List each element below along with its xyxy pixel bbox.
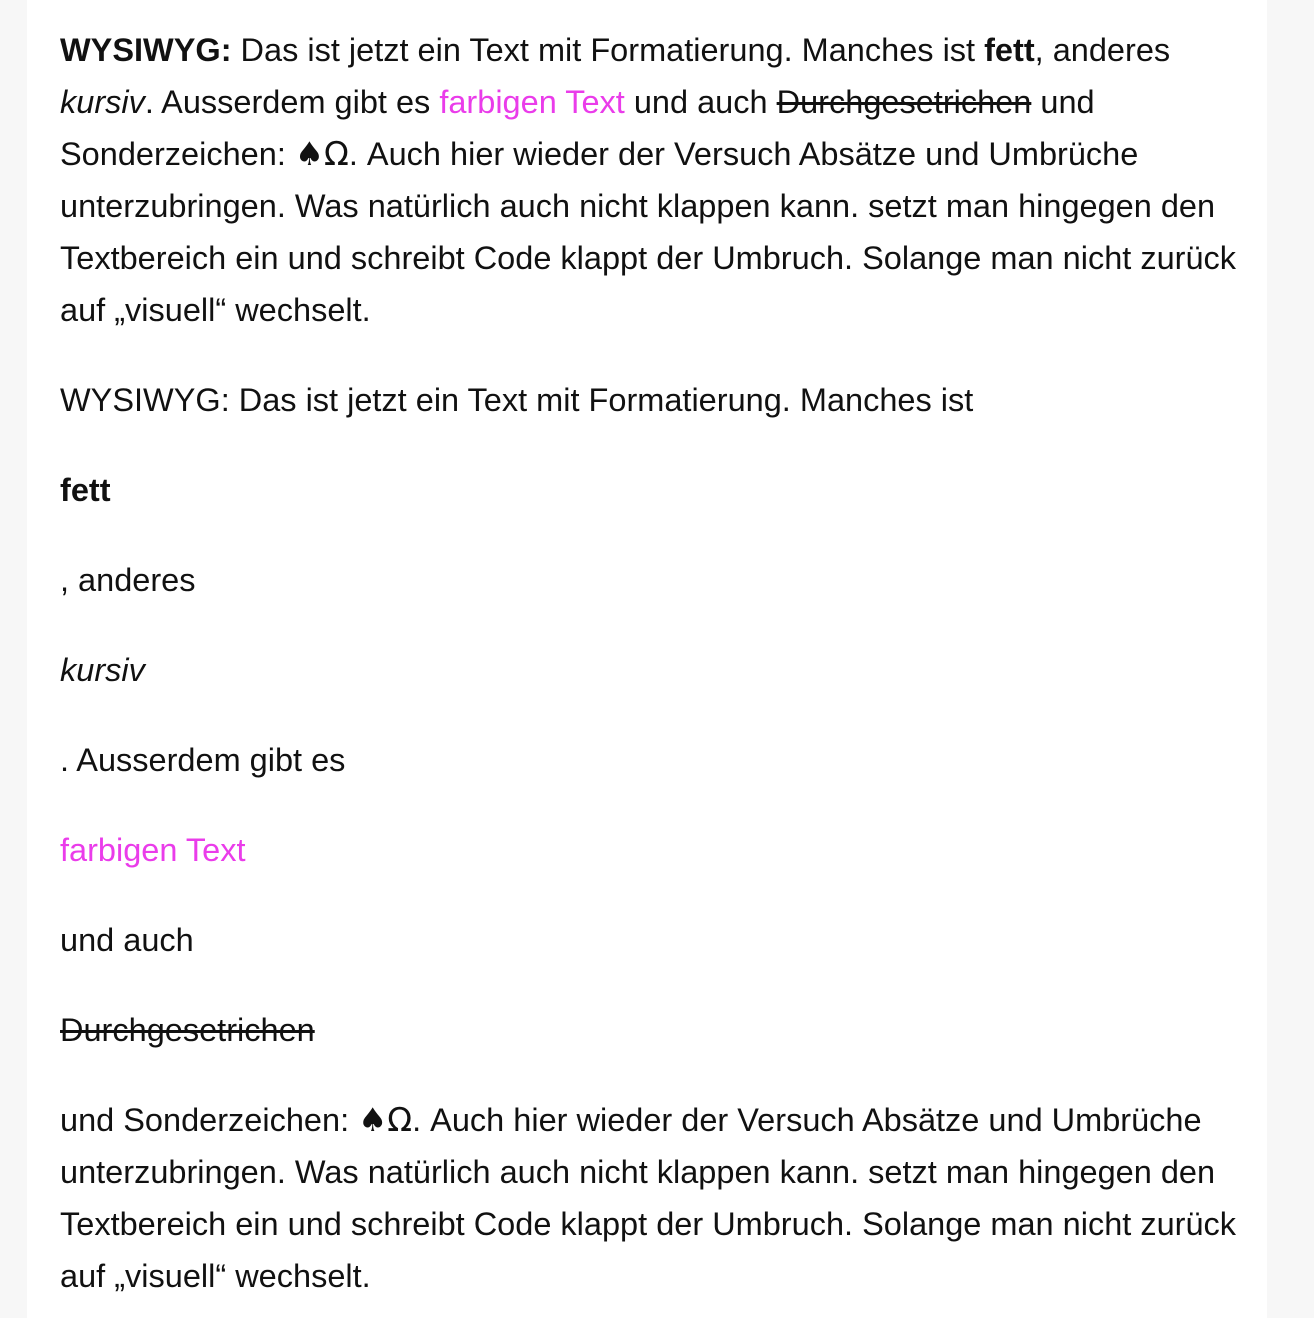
special-characters: ♠Ω bbox=[358, 1101, 413, 1139]
paragraph-closing bbox=[60, 1094, 1245, 1302]
paragraph-strikethrough: Durchgesetrichen bbox=[60, 1012, 315, 1048]
paragraph-plain: . Ausserdem gibt es bbox=[60, 742, 346, 778]
italic-text: kursiv bbox=[60, 84, 145, 120]
colored-text: farbigen Text bbox=[439, 84, 625, 120]
paragraph-intro: WYSIWYG: Das ist jetzt ein Text mit Formatierung. Manches ist bbox=[60, 382, 974, 418]
text-run: , anderes bbox=[1034, 32, 1171, 68]
paragraph-colored: farbigen Text bbox=[60, 832, 246, 868]
text-run: und Sonderzeichen: bbox=[60, 84, 1095, 172]
text-run: und Sonderzeichen: bbox=[60, 1102, 359, 1138]
wysiwyg-label: WYSIWYG: bbox=[60, 32, 232, 68]
text-run: . Auch hier wieder der Versuch Absätze und Umbrüche unterzubringen. Was natürlich auch nicht klappen kann. setzt man hingegen den Textbereich ein und schreibt Code klappt der Umbruch. Solange man nicht zurück auf „visuell“ wechselt. bbox=[60, 1102, 1237, 1294]
text-run: . Auch hier wieder der Versuch Absätze und Umbrüche unterzubringen. Was natürlich auch nicht klappen kann. setzt man hingegen den Textbereich ein und schreibt Code klappt der Umbruch. Solange man nicht zurück auf „visuell“ wechselt. bbox=[60, 136, 1237, 328]
content-page bbox=[27, 0, 1267, 1318]
text-run: und auch bbox=[624, 84, 777, 120]
text-run: Das ist jetzt ein Text mit Formatierung. Manches ist bbox=[231, 32, 985, 68]
special-characters: ♠Ω bbox=[294, 135, 349, 173]
paragraph-bold: fett bbox=[60, 472, 111, 508]
paragraph-italic: kursiv bbox=[60, 652, 145, 688]
paragraph-plain: und auch bbox=[60, 922, 194, 958]
text-run: . Ausserdem gibt es bbox=[144, 84, 440, 120]
paragraph-plain: , anderes bbox=[60, 562, 196, 598]
formatted-paragraph bbox=[60, 24, 1245, 336]
bold-text: fett bbox=[984, 32, 1035, 68]
strikethrough-text: Durchgesetrichen bbox=[776, 84, 1032, 120]
